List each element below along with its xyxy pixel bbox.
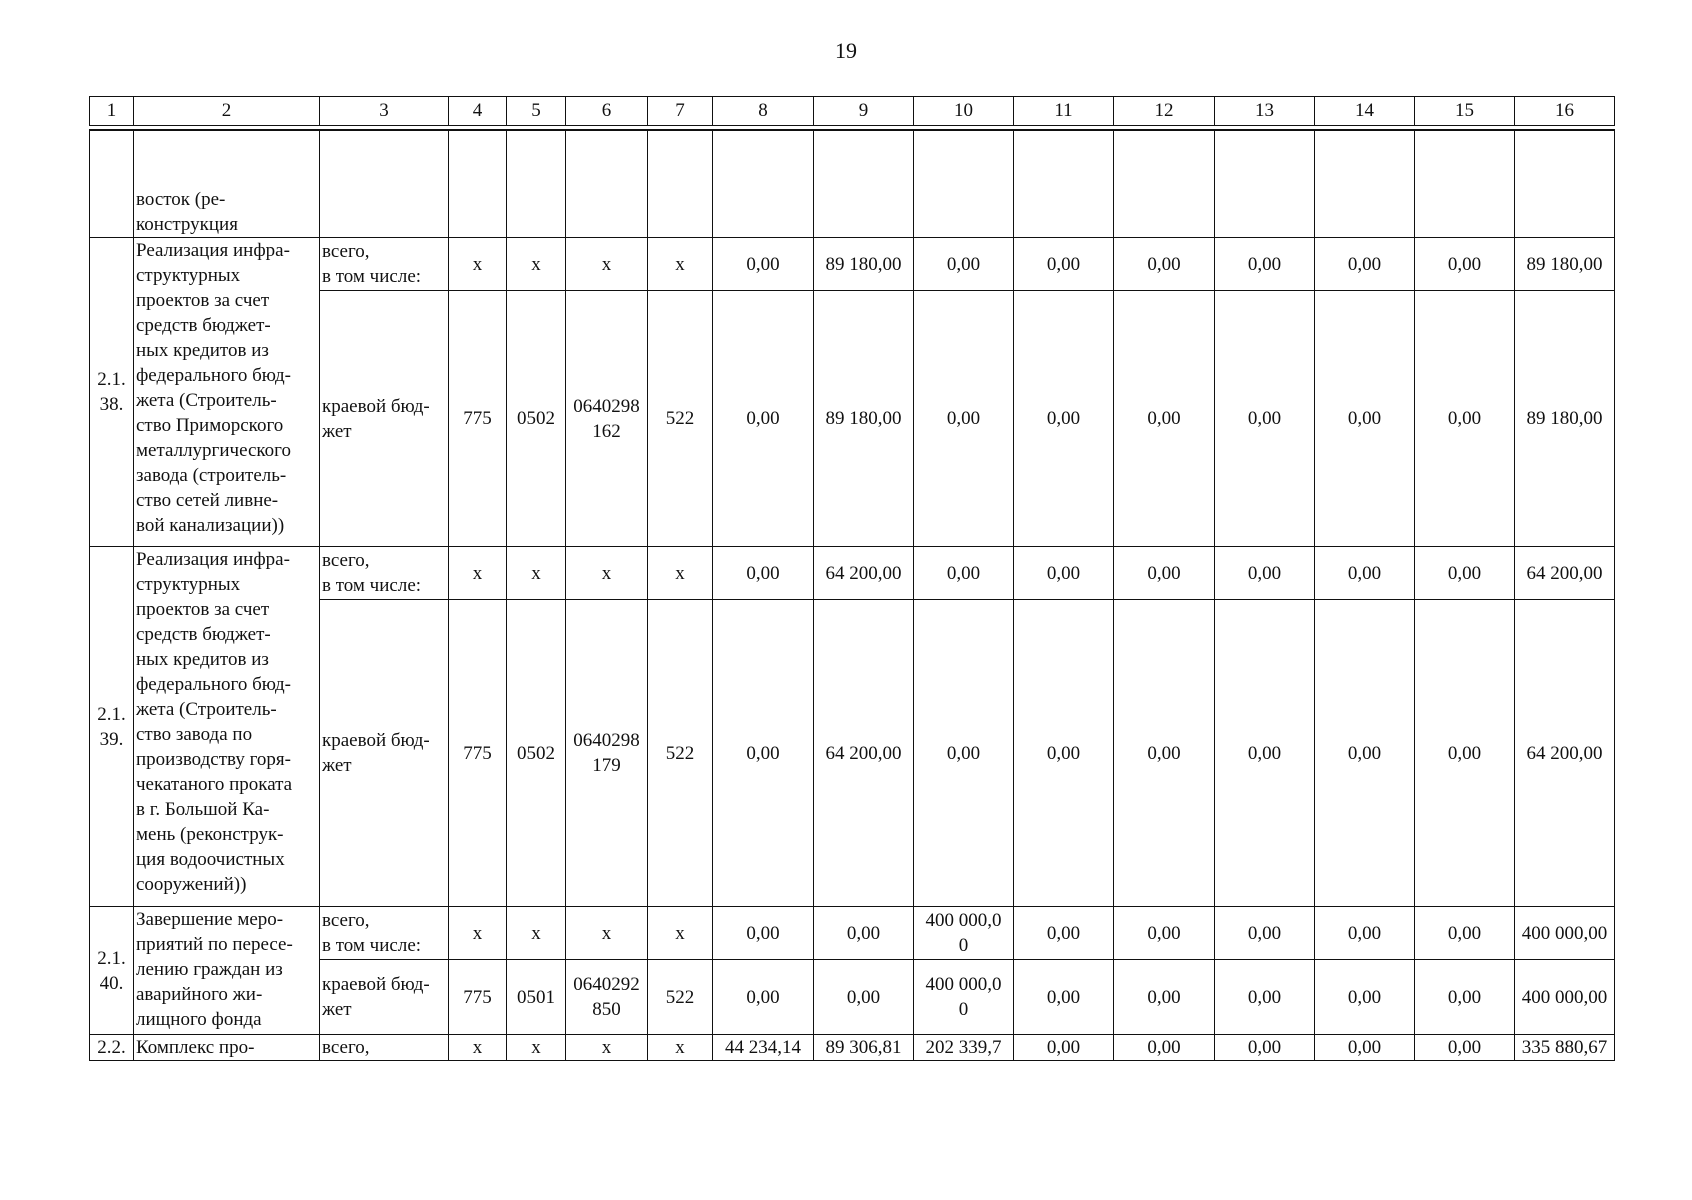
cell-c7: x <box>648 238 713 291</box>
cell-c12: 0,00 <box>1114 547 1215 600</box>
cell-c8: 0,00 <box>713 238 814 291</box>
cell-c5: 0502 <box>507 291 566 547</box>
cell-c12: 0,00 <box>1114 600 1215 907</box>
table-row <box>90 238 1615 291</box>
cell-c12: 0,00 <box>1114 238 1215 291</box>
cell-c8: 0,00 <box>713 960 814 1035</box>
item-name: восток (ре- конструкция <box>134 130 320 238</box>
cell-c11: 0,00 <box>1014 600 1114 907</box>
cell-c7: 522 <box>648 600 713 907</box>
header-cell: 4 <box>449 97 507 126</box>
header-row <box>90 97 1615 126</box>
cell-c4: x <box>449 907 507 960</box>
cell-c16: 64 200,00 <box>1515 600 1615 907</box>
cell-c7: x <box>648 1035 713 1061</box>
header-cell: 8 <box>713 97 814 126</box>
table-row <box>90 907 1615 960</box>
item-number: 2.2. <box>90 1035 134 1061</box>
column-number-header <box>89 96 1615 126</box>
cell-c14: 0,00 <box>1315 600 1415 907</box>
cell-c10: 400 000,0 0 <box>914 907 1014 960</box>
cell-c5: 0501 <box>507 960 566 1035</box>
item-number: 2.1. 39. <box>90 547 134 907</box>
cell-c4: 775 <box>449 960 507 1035</box>
cell-c11: 0,00 <box>1014 291 1114 547</box>
cell-c10: 0,00 <box>914 291 1014 547</box>
header-cell: 1 <box>90 97 134 126</box>
cell-c7: 522 <box>648 960 713 1035</box>
cell-c8: 0,00 <box>713 547 814 600</box>
cell-c10: 400 000,0 0 <box>914 960 1014 1035</box>
cell-c11: 0,00 <box>1014 960 1114 1035</box>
cell-c5: x <box>507 1035 566 1061</box>
cell-c11: 0,00 <box>1014 547 1114 600</box>
cell-c6: x <box>566 238 648 291</box>
item-number: 2.1. 40. <box>90 907 134 1035</box>
cell-c13: 0,00 <box>1215 547 1315 600</box>
cell-c6: x <box>566 547 648 600</box>
cell-c4: 775 <box>449 600 507 907</box>
header-cell: 5 <box>507 97 566 126</box>
cell-c16: 89 180,00 <box>1515 238 1615 291</box>
table-row <box>90 1035 1615 1061</box>
cell-c15: 0,00 <box>1415 600 1515 907</box>
cell-c7: x <box>648 547 713 600</box>
funding-source-label: всего, в том числе: <box>320 238 449 291</box>
cell-c9: 89 180,00 <box>814 291 914 547</box>
cell-c12: 0,00 <box>1114 1035 1215 1061</box>
item-name: Реализация инфра- структурных проектов за счет средств бюджет- ных кредитов из федерального бюд- жета (Строитель- ство завода по производству горя- чекатаного проката в г. Большой Ка- мень (реконструк- ция водоочистных сооружений)) <box>134 547 320 907</box>
cell-c6: x <box>566 1035 648 1061</box>
cell-c9: 64 200,00 <box>814 600 914 907</box>
header-cell: 2 <box>134 97 320 126</box>
cell-c16: 89 180,00 <box>1515 291 1615 547</box>
cell-c4: x <box>449 1035 507 1061</box>
header-cell: 13 <box>1215 97 1315 126</box>
cell-c6: x <box>566 907 648 960</box>
cell-c12: 0,00 <box>1114 960 1215 1035</box>
cell-c13: 0,00 <box>1215 1035 1315 1061</box>
cell-c14: 0,00 <box>1315 291 1415 547</box>
cell-c15: 0,00 <box>1415 960 1515 1035</box>
table-row <box>90 547 1615 600</box>
header-cell: 6 <box>566 97 648 126</box>
header-cell: 12 <box>1114 97 1215 126</box>
cell-c12: 0,00 <box>1114 291 1215 547</box>
header-cell: 14 <box>1315 97 1415 126</box>
cell-c10: 202 339,7 <box>914 1035 1014 1061</box>
cell-c9: 0,00 <box>814 907 914 960</box>
cell-c7: 522 <box>648 291 713 547</box>
funding-source-label: краевой бюд- жет <box>320 291 449 547</box>
item-name: Завершение меро- приятий по пересе- лению граждан из аварийного жи- лищного фонда <box>134 907 320 1035</box>
item-number: 2.1. 38. <box>90 238 134 547</box>
header-cell: 11 <box>1014 97 1114 126</box>
cell-c11: 0,00 <box>1014 238 1114 291</box>
cell-c5: x <box>507 907 566 960</box>
cell-c10: 0,00 <box>914 547 1014 600</box>
cell-c11: 0,00 <box>1014 1035 1114 1061</box>
header-cell: 15 <box>1415 97 1515 126</box>
header-cell: 10 <box>914 97 1014 126</box>
funding-source-label: краевой бюд- жет <box>320 600 449 907</box>
cell-c12: 0,00 <box>1114 907 1215 960</box>
cell-c14: 0,00 <box>1315 547 1415 600</box>
funding-source-label: краевой бюд- жет <box>320 960 449 1035</box>
item-name: Реализация инфра- структурных проектов за счет средств бюджет- ных кредитов из федерального бюд- жета (Строитель- ство Приморского металлургического завода (строитель- ство сетей ливне- вой канализации)) <box>134 238 320 547</box>
table-row-continuation <box>90 130 1615 238</box>
header-cell: 3 <box>320 97 449 126</box>
cell-c10: 0,00 <box>914 238 1014 291</box>
cell-c10: 0,00 <box>914 600 1014 907</box>
cell-c4: x <box>449 238 507 291</box>
cell-c15: 0,00 <box>1415 1035 1515 1061</box>
cell-c8: 44 234,14 <box>713 1035 814 1061</box>
cell-c9: 89 306,81 <box>814 1035 914 1061</box>
cell-c8: 0,00 <box>713 907 814 960</box>
cell-c9: 0,00 <box>814 960 914 1035</box>
cell-c9: 89 180,00 <box>814 238 914 291</box>
cell-c5: x <box>507 238 566 291</box>
cell-c8: 0,00 <box>713 600 814 907</box>
cell-c15: 0,00 <box>1415 547 1515 600</box>
cell-c15: 0,00 <box>1415 291 1515 547</box>
cell-c4: 775 <box>449 291 507 547</box>
cell-c6: 0640298 162 <box>566 291 648 547</box>
header-cell: 7 <box>648 97 713 126</box>
cell-c4: x <box>449 547 507 600</box>
cell-c16: 400 000,00 <box>1515 907 1615 960</box>
cell-c11: 0,00 <box>1014 907 1114 960</box>
header-cell: 16 <box>1515 97 1615 126</box>
cell-c9: 64 200,00 <box>814 547 914 600</box>
cell-c13: 0,00 <box>1215 960 1315 1035</box>
cell-c6: 0640298 179 <box>566 600 648 907</box>
cell-c13: 0,00 <box>1215 238 1315 291</box>
cell-c14: 0,00 <box>1315 238 1415 291</box>
cell-c16: 335 880,67 <box>1515 1035 1615 1061</box>
cell-c5: 0502 <box>507 600 566 907</box>
cell-c14: 0,00 <box>1315 960 1415 1035</box>
item-name: Комплекс про- <box>134 1035 320 1061</box>
cell-c14: 0,00 <box>1315 1035 1415 1061</box>
cell-c8: 0,00 <box>713 291 814 547</box>
cell-c6: 0640292 850 <box>566 960 648 1035</box>
funding-source-label: всего, в том числе: <box>320 547 449 600</box>
header-cell: 9 <box>814 97 914 126</box>
cell-c5: x <box>507 547 566 600</box>
funding-source-label: всего, <box>320 1035 449 1061</box>
budget-table <box>89 129 1615 1061</box>
funding-source-label: всего, в том числе: <box>320 907 449 960</box>
cell-c13: 0,00 <box>1215 907 1315 960</box>
cell-c14: 0,00 <box>1315 907 1415 960</box>
cell-c13: 0,00 <box>1215 600 1315 907</box>
cell-c13: 0,00 <box>1215 291 1315 547</box>
cell-c16: 64 200,00 <box>1515 547 1615 600</box>
cell-c7: x <box>648 907 713 960</box>
cell-c15: 0,00 <box>1415 238 1515 291</box>
cell-c16: 400 000,00 <box>1515 960 1615 1035</box>
page-number: 19 <box>835 38 857 63</box>
cell-c15: 0,00 <box>1415 907 1515 960</box>
